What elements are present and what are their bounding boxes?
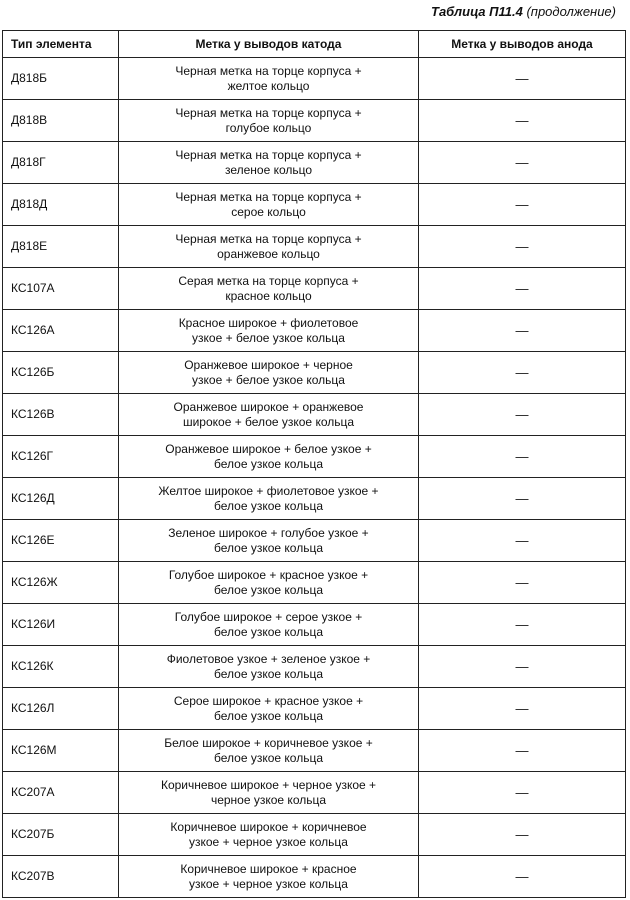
cathode-mark-line: Серое широкое + красное узкое +: [173, 693, 364, 708]
cathode-mark-line: черное узкое кольца: [210, 792, 327, 807]
cell-anode-mark: [419, 352, 626, 394]
anode-mark-value: —: [515, 574, 529, 590]
anode-mark-value: —: [515, 112, 529, 128]
table-row: [3, 100, 626, 142]
anode-mark-value: —: [515, 70, 529, 86]
cathode-mark-line: узкое + белое узкое кольца: [192, 330, 345, 345]
cathode-mark-line: узкое + белое узкое кольца: [192, 372, 345, 387]
anode-mark-value: —: [515, 322, 529, 338]
anode-mark-value: —: [515, 826, 529, 842]
anode-mark-value: —: [515, 238, 529, 254]
table-caption-label: Таблица П11.4: [431, 4, 523, 19]
cell-anode-mark: [419, 478, 626, 520]
cathode-mark-line: белое узкое кольца: [214, 750, 323, 765]
cell-cathode-mark: [119, 142, 419, 184]
cathode-mark-line: серое кольцо: [231, 204, 306, 219]
cell-element-type: КС207А: [3, 772, 119, 814]
cell-cathode-mark: [119, 100, 419, 142]
cathode-mark-line: широкое + белое узкое кольца: [182, 414, 355, 429]
cell-element-type: КС126Е: [3, 520, 119, 562]
cell-cathode-mark: [119, 436, 419, 478]
cell-element-type: Д818В: [3, 100, 119, 142]
table-row: [3, 772, 626, 814]
cathode-mark-line: Черная метка на торце корпуса +: [175, 105, 362, 120]
anode-mark-value: —: [515, 364, 529, 380]
cell-element-type: Д818Е: [3, 226, 119, 268]
cathode-mark-line: узкое + черное узкое кольца: [189, 834, 348, 849]
cell-cathode-mark: [119, 646, 419, 688]
anode-mark-value: —: [515, 616, 529, 632]
table-row: [3, 688, 626, 730]
cell-element-type: Д818Д: [3, 184, 119, 226]
cathode-mark-line: белое узкое кольца: [214, 708, 323, 723]
cell-anode-mark: [419, 184, 626, 226]
cathode-mark-line: белое узкое кольца: [214, 540, 323, 555]
cell-cathode-mark: [119, 520, 419, 562]
cell-anode-mark: [419, 772, 626, 814]
cell-anode-mark: [419, 310, 626, 352]
cathode-mark-line: белое узкое кольца: [214, 582, 323, 597]
cathode-mark-line: Голубое широкое + серое узкое +: [174, 609, 363, 624]
cathode-mark-line: Коричневое широкое + коричневое: [170, 819, 367, 834]
cell-anode-mark: [419, 58, 626, 100]
table-row: [3, 394, 626, 436]
cathode-mark-line: Черная метка на торце корпуса +: [175, 231, 362, 246]
table-row: [3, 520, 626, 562]
cathode-mark-line: желтое кольцо: [227, 78, 310, 93]
table-body: [3, 58, 626, 898]
cathode-mark-line: узкое + черное узкое кольца: [189, 876, 348, 891]
cathode-mark-line: Зеленое широкое + голубое узкое +: [168, 525, 369, 540]
cathode-mark-line: Коричневое широкое + черное узкое +: [160, 777, 377, 792]
cathode-mark-line: Оранжевое широкое + белое узкое +: [165, 441, 372, 456]
cell-anode-mark: [419, 646, 626, 688]
anode-mark-value: —: [515, 868, 529, 884]
anode-mark-value: —: [515, 532, 529, 548]
cell-cathode-mark: [119, 184, 419, 226]
cathode-mark-line: Оранжевое широкое + оранжевое: [173, 399, 364, 414]
cathode-mark-line: Фиолетовое узкое + зеленое узкое +: [166, 651, 371, 666]
cell-element-type: КС126И: [3, 604, 119, 646]
cell-element-type: Д818Г: [3, 142, 119, 184]
cell-cathode-mark: [119, 688, 419, 730]
cathode-mark-line: Черная метка на торце корпуса +: [175, 63, 362, 78]
cathode-mark-line: голубое кольцо: [225, 120, 312, 135]
anode-mark-value: —: [515, 196, 529, 212]
table-row: [3, 814, 626, 856]
cathode-mark-line: белое узкое кольца: [214, 498, 323, 513]
table-row: [3, 58, 626, 100]
anode-mark-value: —: [515, 784, 529, 800]
cell-cathode-mark: [119, 352, 419, 394]
cell-cathode-mark: [119, 268, 419, 310]
table-row: [3, 184, 626, 226]
cathode-mark-line: Коричневое широкое + красное: [180, 861, 357, 876]
cell-anode-mark: [419, 562, 626, 604]
cell-element-type: Д818Б: [3, 58, 119, 100]
table-row: [3, 352, 626, 394]
cell-cathode-mark: [119, 730, 419, 772]
cell-anode-mark: [419, 730, 626, 772]
header-cathode: Метка у выводов катода: [119, 31, 419, 58]
cell-anode-mark: [419, 142, 626, 184]
cell-element-type: КС126Б: [3, 352, 119, 394]
cathode-mark-line: Серая метка на торце корпуса +: [178, 273, 359, 288]
cathode-mark-line: белое узкое кольца: [214, 624, 323, 639]
header-type: Тип элемента: [3, 31, 119, 58]
cell-element-type: КС126В: [3, 394, 119, 436]
cell-element-type: КС126Г: [3, 436, 119, 478]
cell-anode-mark: [419, 520, 626, 562]
cathode-mark-line: белое узкое кольца: [214, 666, 323, 681]
cathode-mark-line: Красное широкое + фиолетовое: [178, 315, 359, 330]
cell-cathode-mark: [119, 58, 419, 100]
cell-cathode-mark: [119, 394, 419, 436]
cathode-mark-line: Черная метка на торце корпуса +: [175, 189, 362, 204]
table-row: [3, 310, 626, 352]
cell-element-type: КС126Д: [3, 478, 119, 520]
anode-mark-value: —: [515, 742, 529, 758]
cathode-mark-line: красное кольцо: [225, 288, 312, 303]
cell-element-type: КС126А: [3, 310, 119, 352]
anode-mark-value: —: [515, 490, 529, 506]
table-row: [3, 856, 626, 898]
anode-mark-value: —: [515, 154, 529, 170]
cell-element-type: КС126К: [3, 646, 119, 688]
cathode-mark-line: Голубое широкое + красное узкое +: [168, 567, 369, 582]
cell-anode-mark: [419, 268, 626, 310]
anode-mark-value: —: [515, 700, 529, 716]
cell-element-type: КС207В: [3, 856, 119, 898]
anode-mark-value: —: [515, 448, 529, 464]
cathode-mark-line: оранжевое кольцо: [217, 246, 320, 261]
table-row: [3, 730, 626, 772]
cell-anode-mark: [419, 436, 626, 478]
cathode-mark-line: Оранжевое широкое + черное: [184, 357, 353, 372]
cathode-mark-line: белое узкое кольца: [214, 456, 323, 471]
table-row: [3, 478, 626, 520]
table-row: [3, 562, 626, 604]
table-row: [3, 646, 626, 688]
cathode-mark-line: Желтое широкое + фиолетовое узкое +: [158, 483, 379, 498]
header-anode: Метка у выводов анода: [419, 31, 626, 58]
cell-element-type: КС107А: [3, 268, 119, 310]
anode-mark-value: —: [515, 280, 529, 296]
cell-anode-mark: [419, 688, 626, 730]
cell-anode-mark: [419, 394, 626, 436]
anode-mark-value: —: [515, 658, 529, 674]
cell-cathode-mark: [119, 562, 419, 604]
table-caption-note: (продолжение): [526, 4, 616, 19]
table-row: [3, 142, 626, 184]
cathode-mark-line: Черная метка на торце корпуса +: [175, 147, 362, 162]
table-row: [3, 604, 626, 646]
cathode-mark-line: Белое широкое + коричневое узкое +: [164, 735, 373, 750]
table-row: [3, 268, 626, 310]
table-caption: [431, 4, 616, 19]
cell-anode-mark: [419, 604, 626, 646]
marking-table: [2, 30, 626, 898]
cell-cathode-mark: [119, 814, 419, 856]
table-header-row: [3, 31, 626, 58]
cell-element-type: КС207Б: [3, 814, 119, 856]
cell-cathode-mark: [119, 478, 419, 520]
anode-mark-value: —: [515, 406, 529, 422]
cathode-mark-line: зеленое кольцо: [224, 162, 313, 177]
cell-anode-mark: [419, 226, 626, 268]
cell-cathode-mark: [119, 604, 419, 646]
cell-cathode-mark: [119, 772, 419, 814]
cell-cathode-mark: [119, 310, 419, 352]
cell-element-type: КС126Ж: [3, 562, 119, 604]
cell-element-type: КС126Л: [3, 688, 119, 730]
table-row: [3, 436, 626, 478]
table-row: [3, 226, 626, 268]
cell-anode-mark: [419, 814, 626, 856]
cell-anode-mark: [419, 856, 626, 898]
cell-element-type: КС126М: [3, 730, 119, 772]
cell-cathode-mark: [119, 226, 419, 268]
cell-cathode-mark: [119, 856, 419, 898]
cell-anode-mark: [419, 100, 626, 142]
